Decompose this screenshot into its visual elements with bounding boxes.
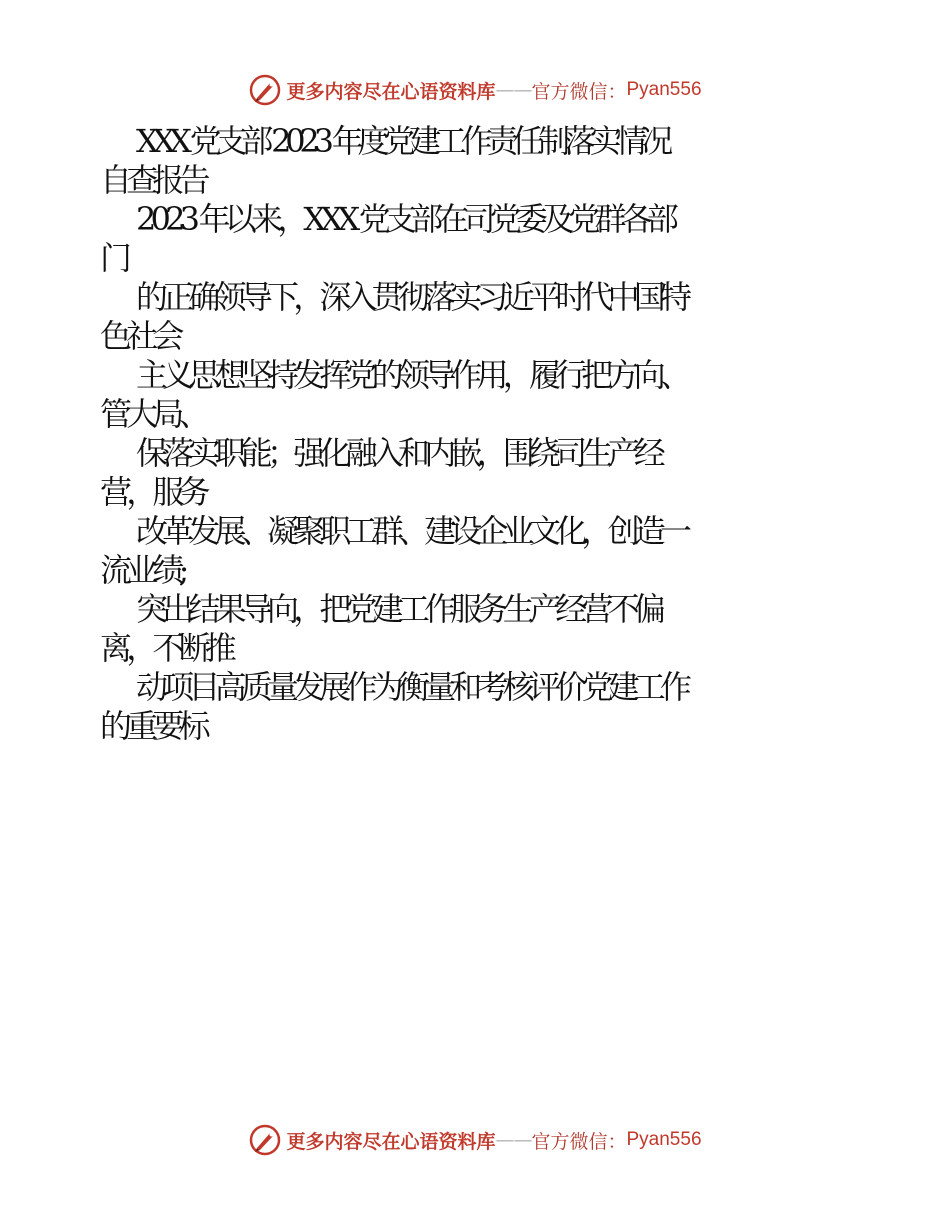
paragraph-line: 管大局、 [100,395,205,433]
document-title-line-1: XXX 党支部 2023 年度党建工作责任制落实情况 [136,122,668,160]
paragraph-line: 营，服务 [100,473,205,511]
pen-logo-icon [248,1123,282,1157]
paragraph-line: 主义思想坚持发挥党的领导作用，履行把方向、 [136,356,687,394]
footer-watermark [0,1120,950,1160]
watermark-sub-text: 官方微信： [531,80,627,103]
paragraph-line: 保落实职能；强化融入和内嵌，围绕司生产经 [136,434,661,472]
paragraph-line: 门 [100,239,127,277]
watermark-dash: —— [495,79,532,101]
watermark-dash: —— [495,1129,532,1151]
watermark-wechat-id: Pyan556 [626,79,702,100]
paragraph-line: 2023 年以来，XXX 党支部在司党委及党群各部 [136,200,674,238]
header-watermark [0,70,950,110]
paragraph-line: 的正确领导下，深入贯彻落实习近平时代中国特 [136,278,687,316]
watermark-main-text: 更多内容尽在心语资料库 [286,1130,496,1153]
paragraph-line: 色社会 [100,317,179,355]
watermark-main-text: 更多内容尽在心语资料库 [286,80,496,103]
watermark-sub-text: 官方微信： [531,1130,627,1153]
paragraph-line: 流业绩; [100,551,184,589]
pen-logo-icon [248,73,282,107]
watermark-wechat-id: Pyan556 [626,1129,702,1150]
paragraph-line: 的重要标 [100,707,205,745]
paragraph-line: 动项目高质量发展作为衡量和考核评价党建工作 [136,668,687,706]
paragraph-line: 突出结果导向，把党建工作服务生产经营不偏 [136,590,661,628]
document-body [100,122,880,746]
document-title-line-2: 自查报告 [100,161,205,199]
paragraph-line: 离，不断推 [100,629,232,667]
paragraph-line: 改革发展、凝聚职工群、建设企业文化，创造一 [136,512,687,550]
